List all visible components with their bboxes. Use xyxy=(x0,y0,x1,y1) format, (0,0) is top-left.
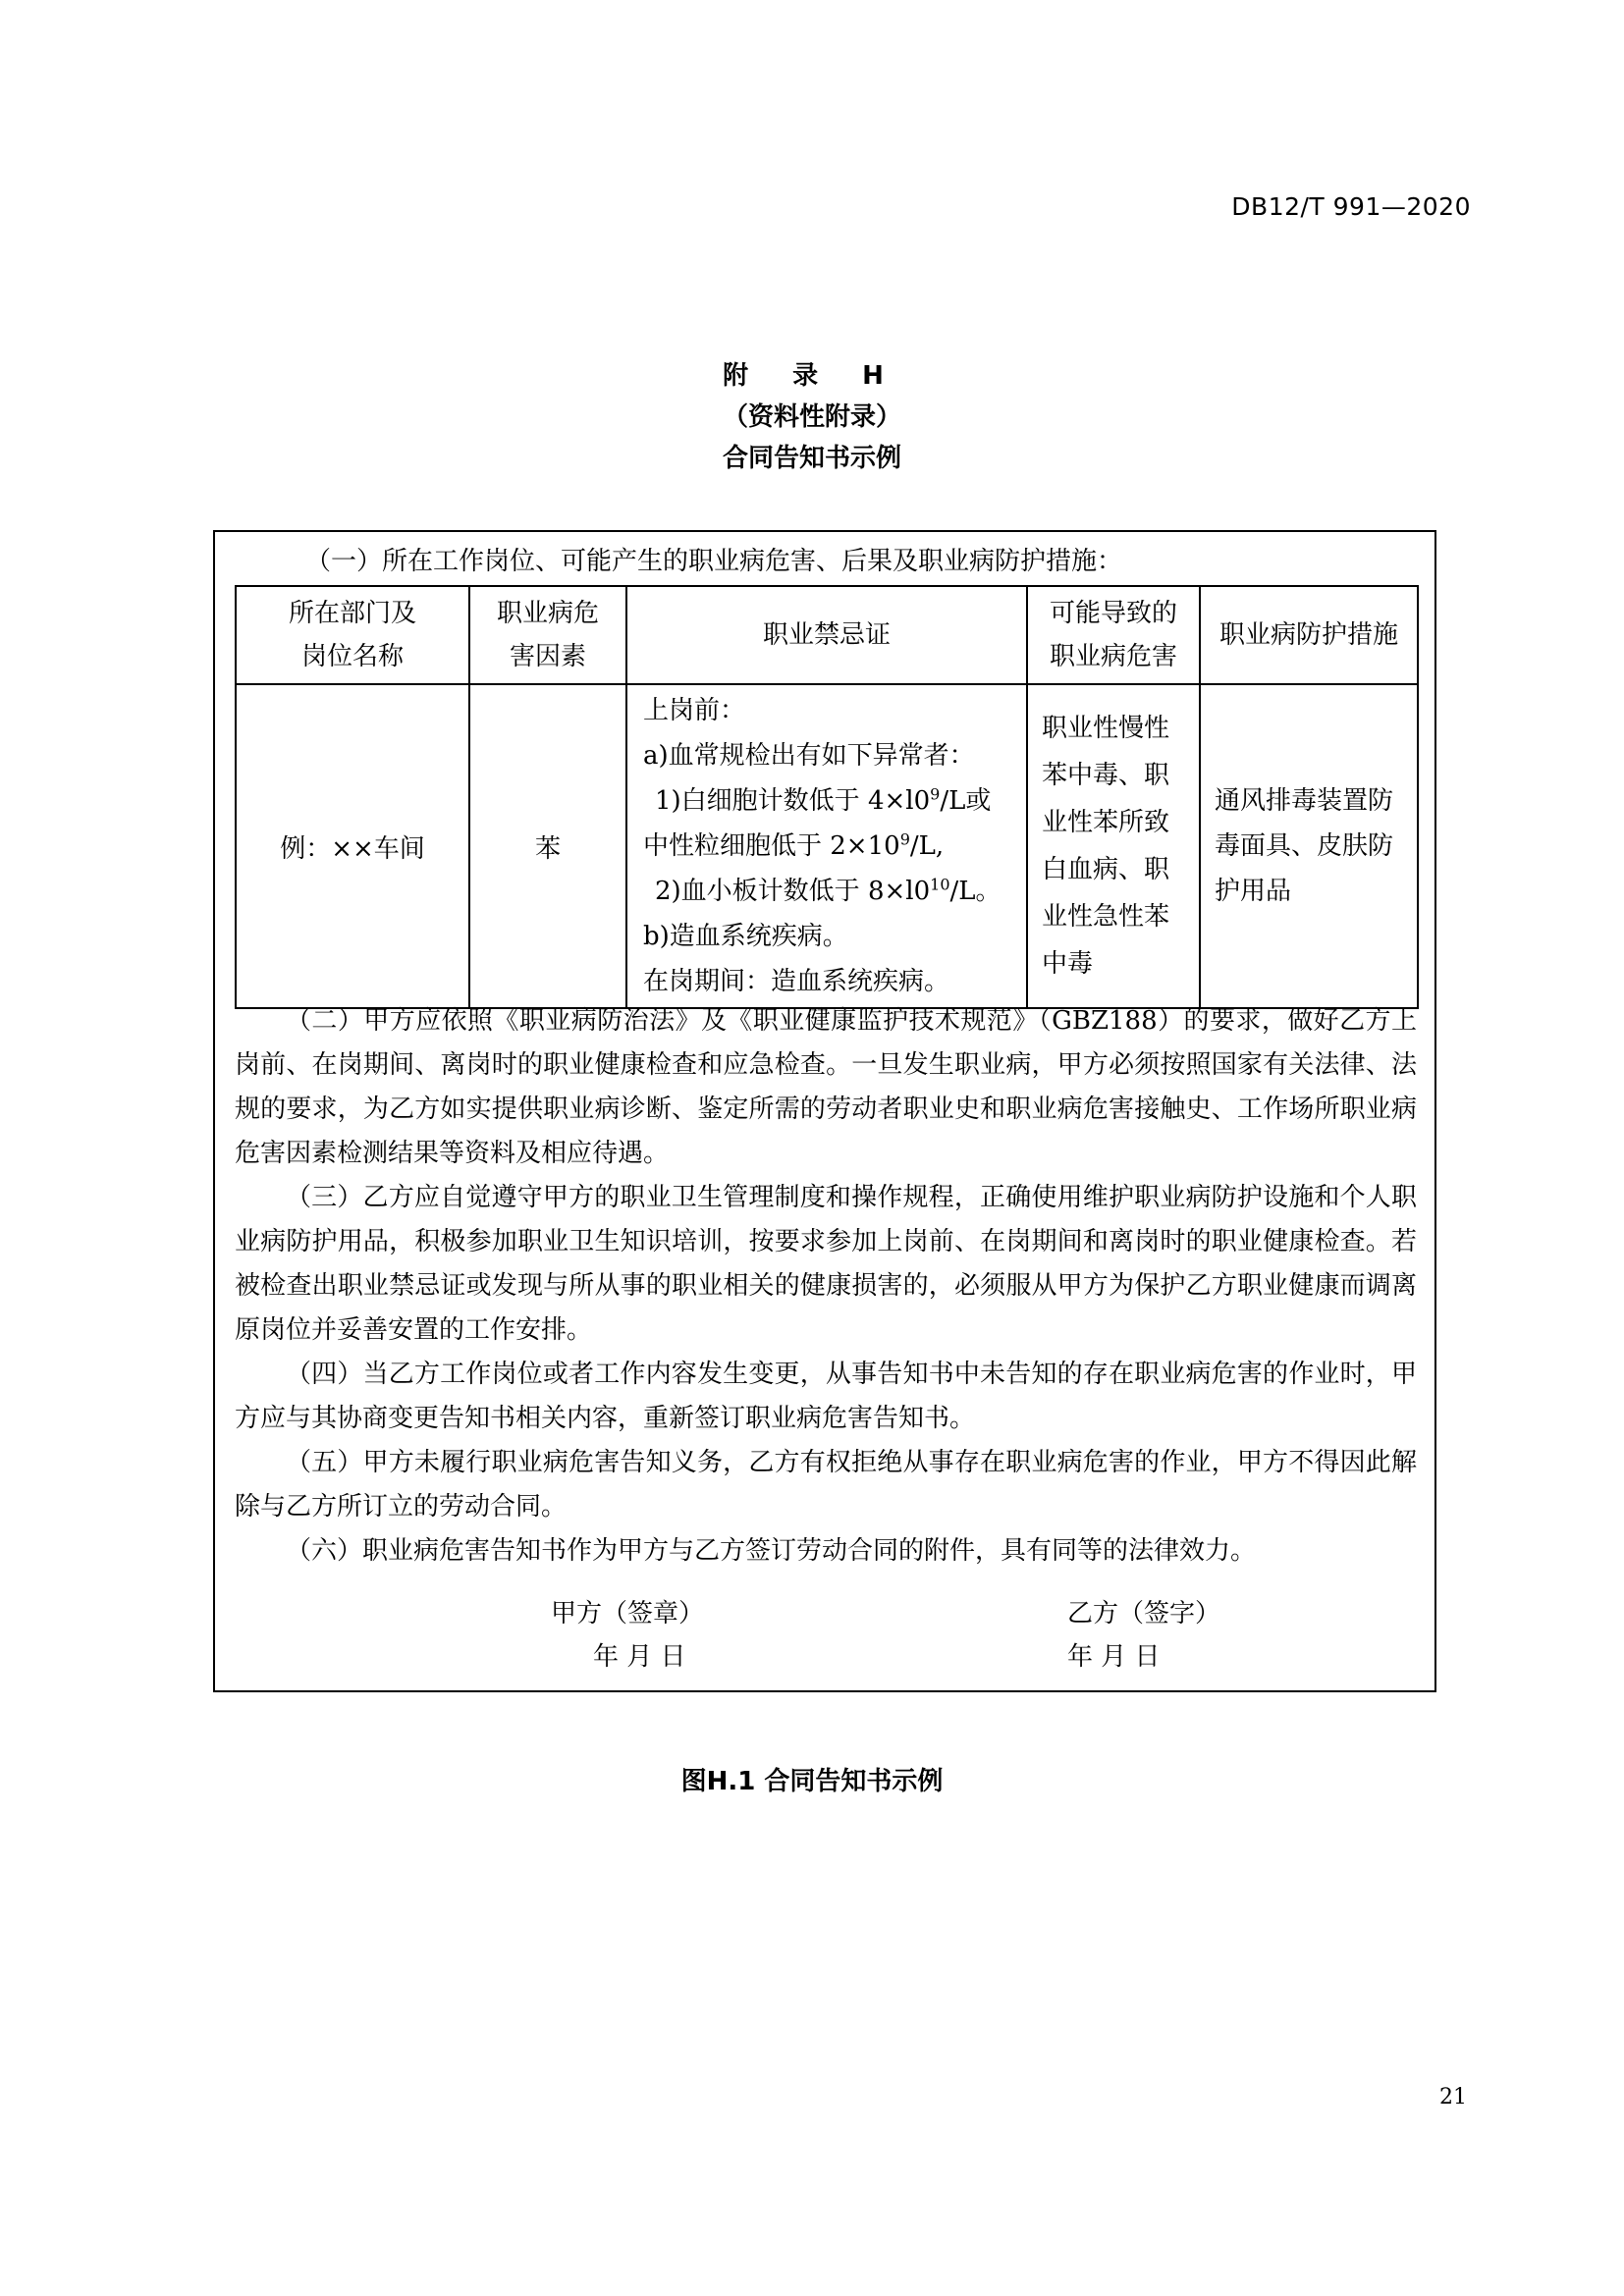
hazard-table xyxy=(235,585,1419,1009)
appendix-type: （资料性附录） xyxy=(722,402,901,432)
table-header-row xyxy=(236,586,1418,684)
party-a-date: 年 月 日 xyxy=(593,1642,686,1672)
cell-possible-hazard: 职业性慢性苯中毒、职业性苯所致白血病、职业性急性苯中毒 xyxy=(1027,684,1200,1008)
clauses xyxy=(235,999,1417,1574)
clause-3: （三）乙方应自觉遵守甲方的职业卫生管理制度和操作规程，正确使用维护职业病防护设施和个人职业病防护用品，积极参加职业卫生知识培训，按要求参加上岗前、在岗期间和离岗时的职业健康检查。若被检查出职业禁忌证或发现与所从事的职业相关的健康损害的，必须服从甲方为保护乙方职业健康而调离原岗位并妥善安置的工作安排。 xyxy=(235,1183,1417,1345)
cell-protection: 通风排毒装置防毒面具、皮肤防护用品 xyxy=(1200,684,1418,1008)
party-b-signature: 乙方（签字） xyxy=(1067,1599,1221,1629)
header-hazard-factor: 职业病危 害因素 xyxy=(469,586,626,684)
clause-5: （五）甲方未履行职业病危害告知义务，乙方有权拒绝从事存在职业病危害的作业，甲方不得因此解除与乙方所订立的劳动合同。 xyxy=(235,1448,1417,1522)
page-number: 21 xyxy=(1439,2085,1467,2109)
header-dept: 所在部门及 岗位名称 xyxy=(236,586,469,684)
header-contraindication: 职业禁忌证 xyxy=(626,586,1027,684)
party-a-signature: 甲方（签章） xyxy=(551,1599,705,1629)
contract-notice-frame xyxy=(213,530,1436,1692)
clause-2: （二）甲方应依照《职业病防治法》及《职业健康监护技术规范》（GBZ188）的要求，做好乙方上岗前、在岗期间、离岗时的职业健康检查和应急检查。一旦发生职业病，甲方必须按照国家有关法律、法规的要求，为乙方如实提供职业病诊断、鉴定所需的劳动者职业史和职业病危害接触史、工作场所职业病危害因素检测结果等资料及相应待遇。 xyxy=(235,1006,1417,1168)
title-block xyxy=(0,355,1624,479)
figure-caption: 图H.1 合同告知书示例 xyxy=(680,1767,944,1796)
cell-hazard-factor: 苯 xyxy=(469,684,626,1008)
section-1-heading: （一）所在工作岗位、可能产生的职业病危害、后果及职业病防护措施： xyxy=(305,547,1123,576)
appendix-title: 合同告知书示例 xyxy=(722,444,901,473)
clause-4: （四）当乙方工作岗位或者工作内容发生变更，从事告知书中未告知的存在职业病危害的作业时，甲方应与其协商变更告知书相关内容，重新签订职业病危害告知书。 xyxy=(235,1360,1417,1433)
header-protection: 职业病防护措施 xyxy=(1200,586,1418,684)
appendix-label: 附 录 H xyxy=(723,361,901,391)
document-code: DB12/T 991—2020 xyxy=(1231,192,1471,221)
header-possible-hazard: 可能导致的 职业病危害 xyxy=(1027,586,1200,684)
cell-contraindication: 上岗前： a)血常规检出有如下异常者： 1)白细胞计数低于 $4\times l0^9/L$或 中性粒细胞低于 $2\times 10^9/L$, 2)血小板计数低于 $8\times l0^{10}/L$。 b)造血系统疾病。 在岗期间：造血系统疾病。 xyxy=(626,684,1027,1008)
clause-6: （六）职业病危害告知书作为甲方与乙方签订劳动合同的附件，具有同等的法律效力。 xyxy=(286,1536,1257,1566)
table-row xyxy=(236,684,1418,1008)
cell-dept: 例：××车间 xyxy=(236,684,469,1008)
party-b-date: 年 月 日 xyxy=(1067,1642,1161,1672)
